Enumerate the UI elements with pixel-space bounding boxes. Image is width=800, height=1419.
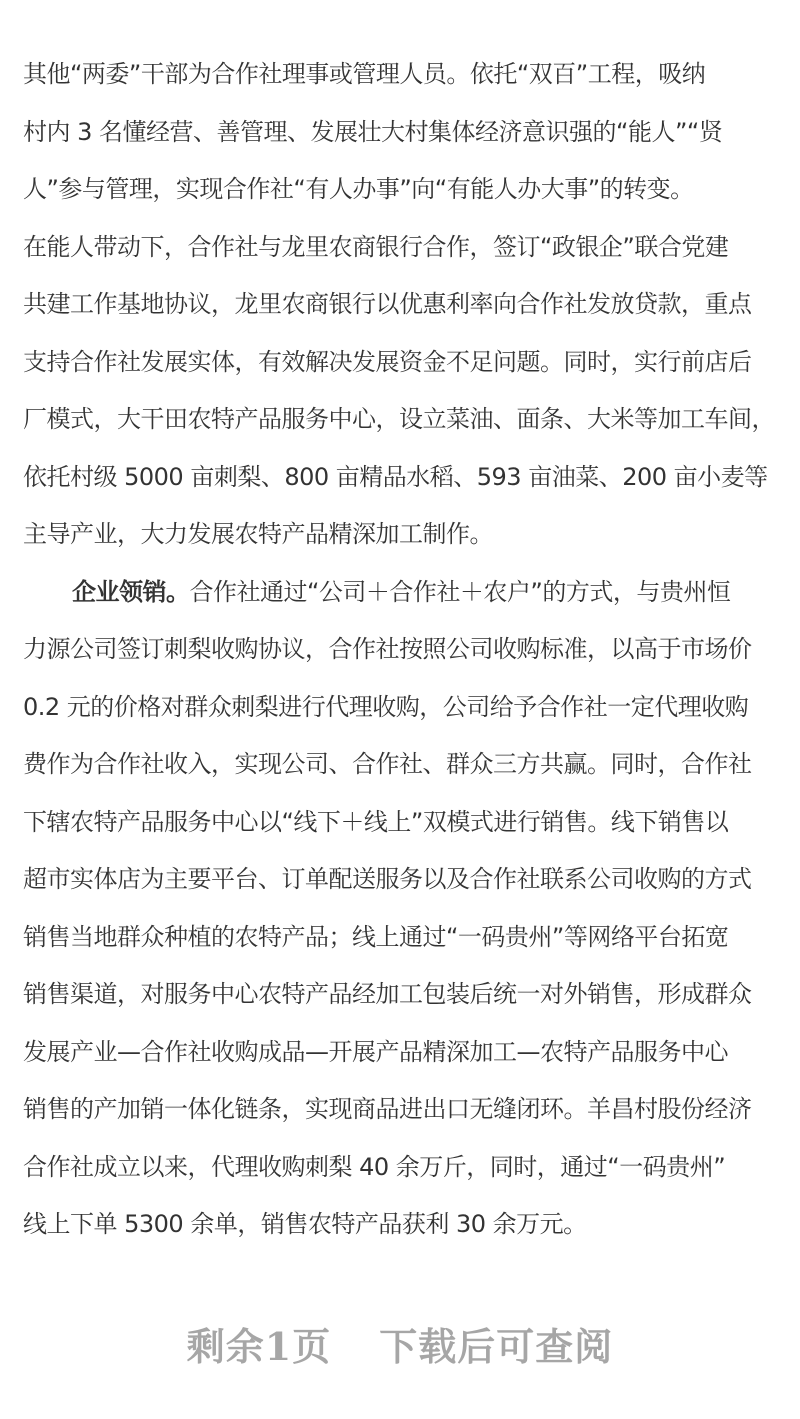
text-line: 依托村级 5000 亩刺梨、800 亩精品水稻、593 亩油菜、200 亩小麦等 xyxy=(23,462,768,491)
paragraph-enterprise-sales xyxy=(23,564,783,1254)
text-line: 支持合作社发展实体，有效解决发展资金不足问题。同时，实行前店后 xyxy=(23,347,752,376)
text-line: 销售的产加销一体化链条，实现商品进出口无缝闭环。羊昌村股份经济 xyxy=(23,1095,752,1123)
download-banner[interactable] xyxy=(0,1308,800,1378)
remaining-pages-label: 剩余1页 xyxy=(186,1323,332,1369)
text-line: 在能人带动下，合作社与龙里农商银行合作，签订“政银企”联合党建 xyxy=(23,232,729,261)
paragraph-cooperative-management xyxy=(23,46,783,564)
text-line: 其他“两委”干部为合作社理事或管理人员。依托“双百”工程，吸纳 xyxy=(23,60,706,88)
text-line: 主导产业，大力发展农特产品精深加工制作。 xyxy=(23,520,493,548)
text-line: 线上下单 5300 余单，销售农特产品获利 30 余万元。 xyxy=(23,1210,587,1238)
text-line: 人”参与管理，实现合作社“有人办事”向“有能人办大事”的转变。 xyxy=(23,175,694,203)
text-line: 共建工作基地协议，龙里农商银行以优惠利率向合作社发放贷款，重点 xyxy=(23,290,752,318)
section-lead-heading: 企业领销。 xyxy=(72,577,190,606)
text-line: 销售渠道，对服务中心农特产品经加工包装后统一对外销售，形成群众 xyxy=(23,980,752,1008)
download-to-view-label: 下载后可查阅 xyxy=(379,1323,614,1369)
text-line: 销售当地群众种植的农特产品；线上通过“一码贵州”等网络平台拓宽 xyxy=(23,922,729,951)
text-line xyxy=(23,564,783,622)
document-body xyxy=(23,46,783,1254)
text-line: 0.2 元的价格对群众刺梨进行代理收购，公司给予合作社一定代理收购 xyxy=(23,692,749,721)
text-line: 厂模式，大干田农特产品服务中心，设立菜油、面条、大米等加工车间， xyxy=(23,405,775,433)
text-line: 村内 3 名懂经营、善管理、发展壮大村集体经济意识强的“能人”“贤 xyxy=(23,117,723,146)
text-line: 下辖农特产品服务中心以“线下＋线上”双模式进行销售。线下销售以 xyxy=(23,807,729,836)
text-line: 费作为合作社收入，实现公司、合作社、群众三方共赢。同时，合作社 xyxy=(23,750,752,778)
text-line: 超市实体店为主要平台、订单配送服务以及合作社联系公司收购的方式 xyxy=(23,865,752,893)
text-line: 力源公司签订刺梨收购协议，合作社按照公司收购标准，以高于市场价 xyxy=(23,635,752,663)
text-line-rest: 合作社通过“公司＋合作社＋农户”的方式，与贵州恒 xyxy=(189,577,731,606)
text-line: 发展产业—合作社收购成品—开展产品精深加工—农特产品服务中心 xyxy=(23,1037,728,1066)
text-line: 合作社成立以来，代理收购刺梨 40 余万斤，同时，通过“一码贵州” xyxy=(23,1152,726,1181)
